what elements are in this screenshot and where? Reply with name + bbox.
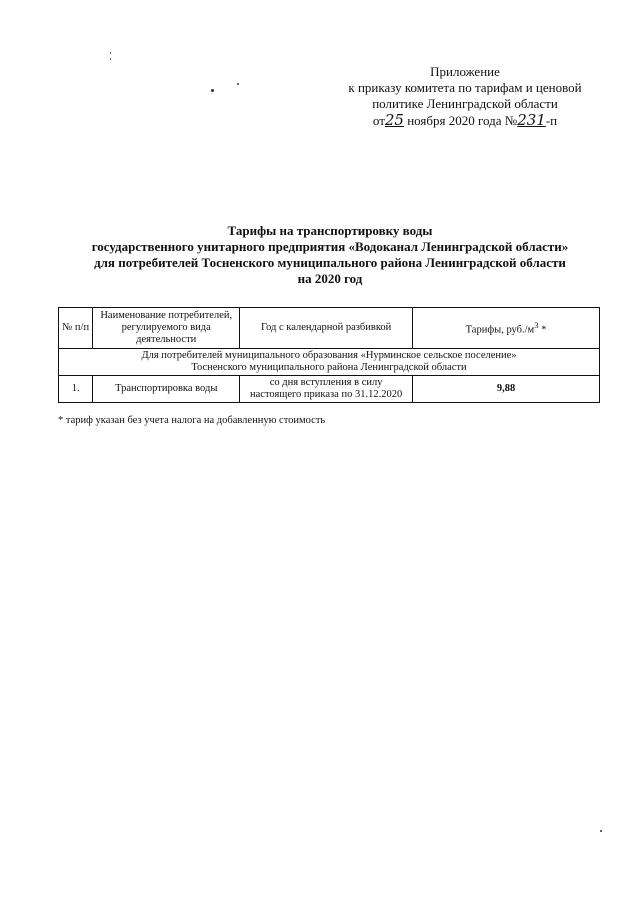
header-tariff <box>413 308 600 349</box>
date-middle: ноября 2020 года № <box>403 113 518 128</box>
scan-speck <box>600 830 602 832</box>
header-year: Год с календарной разбивкой <box>240 308 413 349</box>
section-line-2: Тосненского муниципального района Ленинградской области <box>191 362 467 373</box>
title-line-3: для потребителей Тосненского муниципального района Ленинградской области <box>94 255 566 270</box>
row-num: 1. <box>59 376 93 403</box>
row-period: со дня вступления в силу настоящего приказа по 31.12.2020 <box>240 376 413 403</box>
header-num: № п/п <box>59 308 93 349</box>
header-tariff-sup: 3 <box>534 320 539 331</box>
appendix-title: Приложение <box>430 64 500 79</box>
date-suffix: -п <box>545 113 558 128</box>
scan-speck <box>211 89 214 92</box>
row-name: Транспортировка воды <box>93 376 240 403</box>
footnote-text: тариф указан без учета налога на добавленную стоимость <box>63 415 326 426</box>
table-header-row <box>59 308 600 349</box>
scan-speck <box>110 58 111 60</box>
title-line-4: на 2020 год <box>297 271 363 286</box>
tariff-table <box>58 307 600 403</box>
header-name: Наименование потребителей, регулируемого вида деятельности <box>93 308 240 349</box>
scan-speck <box>110 52 111 54</box>
row-value: 9,88 <box>413 376 600 403</box>
section-line-1: Для потребителей муниципального образования «Нурминское сельское поселение» <box>141 350 517 361</box>
header-tariff-mark: * <box>538 324 547 336</box>
header-tariff-text: Тарифы, руб./м <box>465 324 535 336</box>
document-title <box>40 223 620 287</box>
appendix-line-2: политике Ленинградской области <box>372 96 558 111</box>
date-day: 25 <box>384 111 404 129</box>
table-section-row <box>59 349 600 376</box>
date-prefix: от <box>372 113 385 128</box>
title-line-2: государственного унитарного предприятия «Водоканал Ленинградской области» <box>91 239 569 254</box>
appendix-date-line <box>340 112 590 129</box>
order-number: 231 <box>517 111 546 129</box>
appendix-line-1: к приказу комитета по тарифам и ценовой <box>348 80 582 95</box>
section-cell <box>59 349 600 376</box>
footnote <box>58 414 325 427</box>
appendix-block <box>340 64 590 129</box>
table-row <box>59 376 600 403</box>
title-line-1: Тарифы на транспортировку воды <box>227 223 433 238</box>
footnote-mark: * <box>58 415 64 426</box>
scan-speck <box>237 83 239 85</box>
